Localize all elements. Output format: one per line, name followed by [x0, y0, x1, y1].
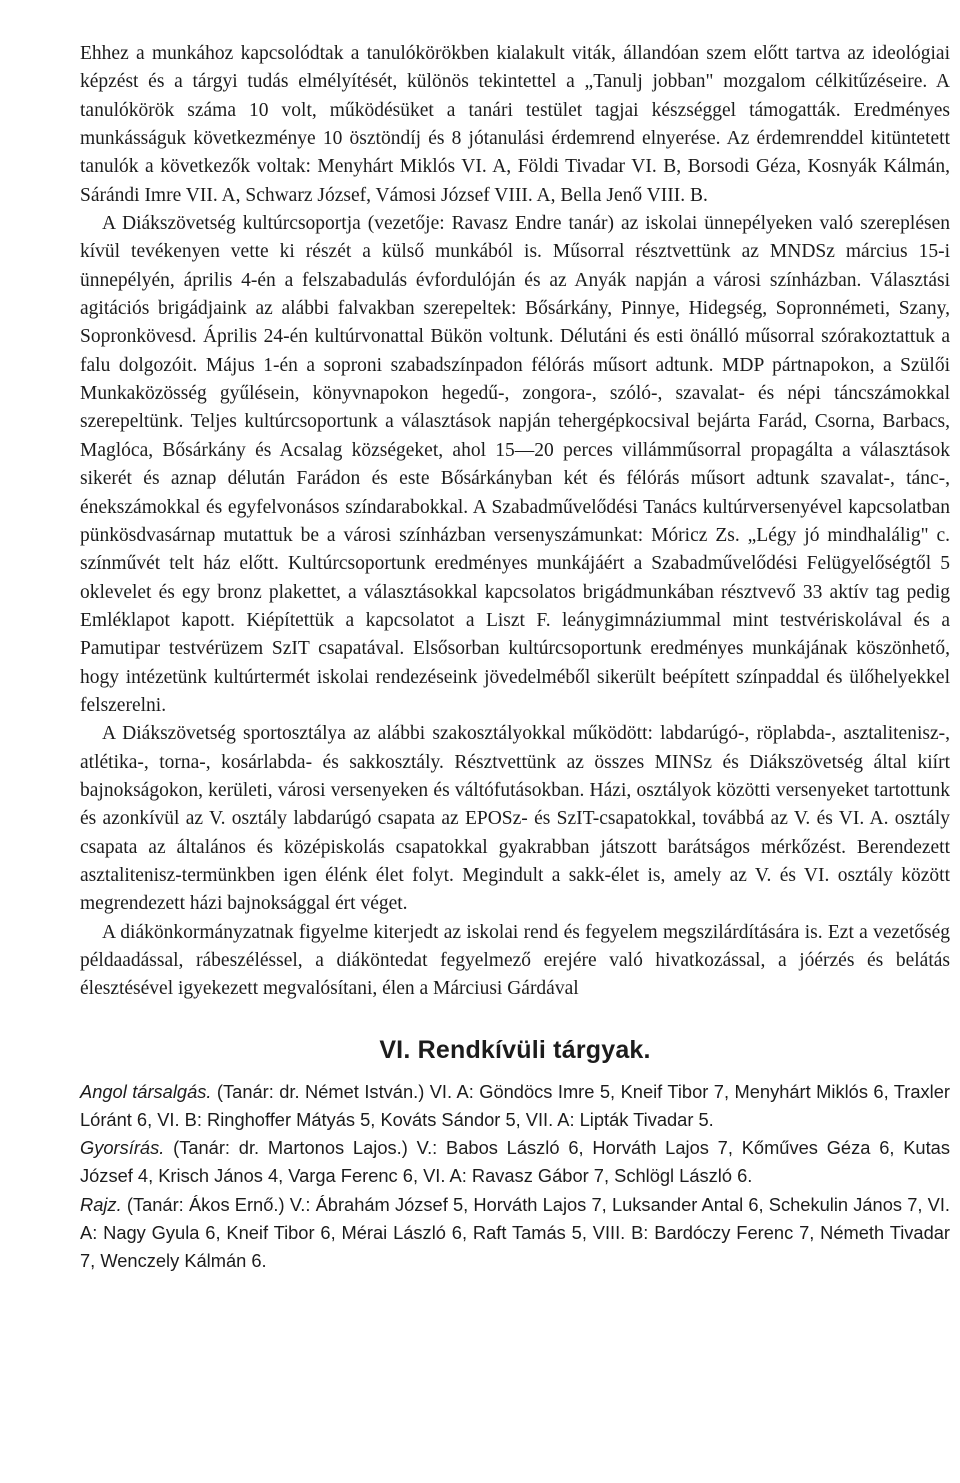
subject-drawing: [80, 1191, 950, 1276]
paragraph-study-circles: Ehhez a munkához kapcsolódtak a tanulókörökben kialakult viták, állandóan szem előtt tartva az ideológiai képzést és a tárgyi tudás elmélyítését, különös tekintettel a „Tanulj jobban" mozgalom célkitűzéseire. A tanulókörök száma 10 volt, működésüket a tanári testület tagjai készséggel támogatták. Eredményes munkásságuk következménye 10 ösztöndíj és 8 jótanulási érdemrend elnyerése. Az érdemrenddel kitüntetett tanulók a következők voltak: Menyhárt Miklós VI. A, Földi Tivadar VI. B, Borsodi Géza, Kosnyák Kálmán, Sárándi Imre VII. A, Schwarz József, Vámosi József VIII. A, Bella Jenő VIII. B.: [80, 43, 950, 206]
document-page: [80, 40, 950, 1275]
subject-name: Rajz.: [80, 1193, 122, 1215]
subject-details: (Tanár: dr. Martonos Lajos.) V.: Babos László 6, Horváth Lajos 7, Kőműves Géza 6, Kutas József 4, Krisch János 4, Varga Ferenc 6, VI. A: Ravasz Gábor 7, Schlögl László 6.: [80, 1137, 950, 1187]
subject-shorthand: [80, 1134, 950, 1190]
paragraph-sports-department: A Diákszövetség sportosztálya az alábbi szakosztályokkal működött: labdarúgó-, röplabda-, asztalitenisz-, atlétika-, torna-, kosárlabda- és sakkosztály. Résztvettünk az összes MINSz és Diákszövetség által kiírt bajnokságokon, kerületi, városi versenyeken és váltófutásokban. Házi, osztályok közötti versenyeket tartottunk és azonkívül az V. osztály labdarúgó csapata az EPOSz- és SzIT-csapatokkal, továbbá az V. és VI. A. osztály csapata az általános és középiskolás csapatokkal gyakrabban játszott barátságos mérkőzést. Berendezett asztalitenisz-termünkben igen élénk élet folyt. Megindult a sakk-élet is, amely az V. és VI. osztály között megrendezett házi bajnoksággal ért véget.: [80, 723, 950, 915]
paragraph-student-government: A diákönkormányzatnak figyelme kiterjedt az iskolai rend és fegyelem megszilárdítására is. Ezt a vezetőség példaadással, rábeszéléssel, a diáköntedat fegyelmező erejére való hivatkozással, a jóérzés és belátás élesztésével igyekezett megvalósítani, élen a Márciusi Gárdával: [80, 921, 950, 1000]
subject-english: [80, 1078, 950, 1134]
subject-name: Angol társalgás.: [80, 1080, 212, 1102]
subject-details: (Tanár: dr. Német István.) VI. A: Göndöcs Imre 5, Kneif Tibor 7, Menyhárt Miklós 6, Traxler Lóránt 6, VI. B: Ringhoffer Mátyás 5, Kováts Sándor 5, VII. A: Lipták Tivadar 5.: [80, 1080, 950, 1130]
subject-details: (Tanár: Ákos Ernő.) V.: Ábrahám József 5, Horváth Lajos 7, Luksander Antal 6, Schekulin János 7, VI. A: Nagy Gyula 6, Kneif Tibor 6, Mérai László 6, Raft Tamás 5, VIII. B: Bardóczy Ferenc 7, Németh Tivadar 7, Wenczely Kálmán 6.: [80, 1193, 950, 1271]
subject-name: Gyorsírás.: [80, 1137, 165, 1159]
paragraph-cultural-group: A Diákszövetség kultúrcsoportja (vezetője: Ravasz Endre tanár) az iskolai ünnepélyeken való szereplésen kívül tevékenyen vette ki részét a külső munkából is. Műsorral résztvettünk az MNDSz március 15-i ünnepélyén, április 4-én a felszabadulás évfordulóján és az Anyák napján a városi színházban. Választási agitációs brigádjaink az alábbi falvakban szerepeltek: Bősárkány, Pinnye, Hidegség, Sopronnémeti, Szany, Sopronkövesd. Április 24-én kultúrvonattal Bükön voltunk. Délutáni és esti önálló műsorral szórakoztattuk a falu dolgozóit. Május 1-én a soproni szabadszínpadon félórás műsort adtunk. MDP pártnapokon, a Szülői Munkaközösség gyűlésein, könyvnapokon hegedű-, zongora-, szóló-, szavalat- és népi táncszámokkal szerepeltünk. Teljes kultúrcsoportunk a választások napján tehergépkocsival bejárta Farád, Csorna, Barbacs, Maglóca, Bősárkány és Acsalag községeket, ahol 15—20 perces villámműsorral propagálta a választások sikerét és aznap délután Farádon és este Bősárkányban két és félórás műsort adtunk szavalat-, tánc-, énekszámokkal és egyfelvonásos színdarabokkal. A Szabadművelődési Tanács kultúrversenyével kapcsolatban pünkösdvasárnap mutattuk be a városi színházban versenyszámunkat: Móricz Zs. „Légy jó mindhalálig" c. színművét telt ház előtt. Kultúrcsoportunk eredményes munkájáért a Szabadművelődési Felügyelőségtől 5 oklevelet és egy bronz plakettet, a választásokkal kapcsolatos brigádmunkában résztvevő 33 aktív tag pedig Emléklapot kapott. Kiépítettük a kapcsolatot a Liszt F. leánygimnáziummal mint testvériskolával és a Pamutipar testvérüzem SzIT csapatával. Elsősorban kultúrcsoportunk eredményes munkájának köszönhető, hogy intézetünk kultúrtermét iskolai rendezéseink jövedelméből sikerült beépített színpaddal és ülőhelyekkel felszerelni.: [80, 213, 950, 716]
section-heading: VI. Rendkívüli tárgyak.: [379, 1035, 651, 1064]
